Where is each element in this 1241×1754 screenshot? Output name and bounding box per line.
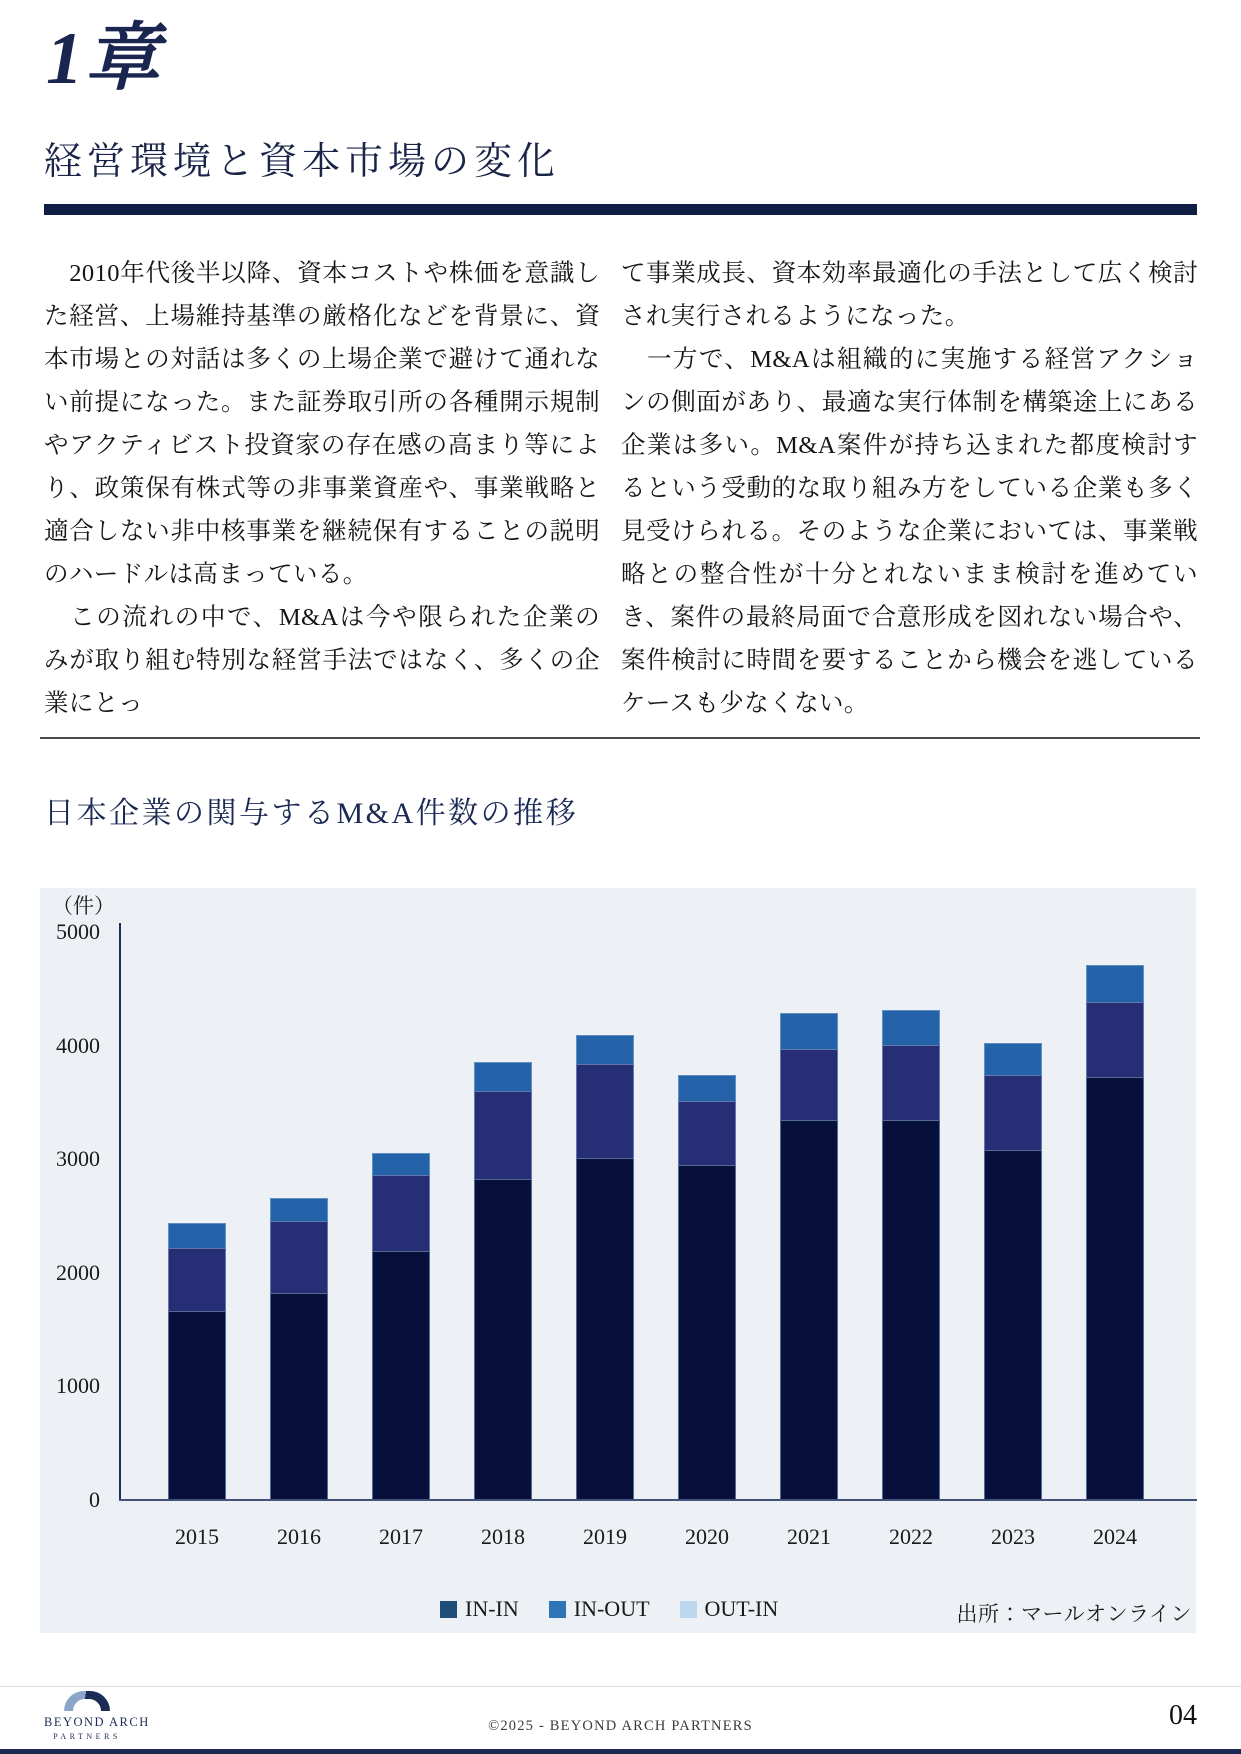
legend-label: IN-IN [465,1596,519,1621]
section-divider [40,737,1200,739]
x-tick-label: 2021 [787,1524,831,1549]
paragraph: 2010年代後半以降、資本コストや株価を意識した経営、上場維持基準の厳格化などを背景に、資本市場との対話は多くの上場企業で避けて通れない前提になった。また証券取引所の各種開示規制やアクティビスト投資家の存在感の高まり等により、政策保有株式等の非事業資産や、事業戦略と適合しない非中核事業を継続保有することの説明のハードルは高まっている。 [44,260,600,588]
chapter-label: 1章 [46,18,161,100]
bar-segment-out-in [474,1062,532,1091]
y-tick-label: 3000 [56,1146,100,1172]
bar-segment-in-out [270,1221,328,1293]
bar-segment-out-in [678,1075,736,1101]
bar-segment-in-in [1086,1077,1144,1499]
legend-label: IN-OUT [573,1596,650,1621]
bar-2015 [168,1223,226,1499]
x-axis-line [119,1499,1197,1501]
bar-2017 [372,1153,430,1499]
bar-segment-out-in [984,1043,1042,1075]
stacked-bar-chart [40,888,1196,1633]
logo-text-line1: BEYOND ARCH [44,1715,150,1729]
chart-legend [440,1596,778,1622]
chart-section-title: 日本企業の関与するM&A件数の推移 [44,797,579,830]
x-tick-label: 2020 [685,1524,729,1549]
bar-segment-out-in [168,1223,226,1247]
paragraph: この流れの中で、M&Aは今や限られた企業のみが取り組む特別な経営手法ではなく、多くの企業にとっ [44,604,600,717]
chart-source-label: 出所：マールオンライン [956,1602,1192,1626]
y-tick-label: 4000 [56,1032,100,1058]
paragraph: て事業成長、資本効率最適化の手法として広く検討され実行されるようになった。 [621,260,1198,330]
legend-swatch-icon [549,1601,566,1618]
body-column-right [621,252,1198,725]
bar-segment-in-in [678,1165,736,1499]
x-tick-label: 2023 [991,1524,1035,1549]
bar-segment-in-in [474,1179,532,1499]
bar-segment-in-in [168,1311,226,1499]
bar-segment-in-out [168,1248,226,1312]
bar-segment-in-out [474,1091,532,1179]
bar-segment-in-out [882,1045,940,1120]
bar-segment-in-out [678,1101,736,1164]
legend-item-out-in [680,1596,779,1622]
x-tick-label: 2018 [481,1524,525,1549]
bar-segment-out-in [576,1035,634,1065]
x-tick-label: 2015 [175,1524,219,1549]
bar-segment-in-out [1086,1002,1144,1076]
page-title: 経営環境と資本市場の変化 [44,141,561,183]
x-tick-label: 2017 [379,1524,423,1549]
bar-segment-in-out [780,1049,838,1120]
bar-segment-in-out [372,1175,430,1251]
bar-2022 [882,1010,940,1499]
legend-item-in-out [549,1596,650,1622]
bar-segment-out-in [882,1010,940,1045]
y-tick-label: 2000 [56,1259,100,1285]
y-axis-line [119,923,121,1500]
y-tick-label: 0 [89,1487,100,1512]
logo-text-line2: PARTNERS [53,1732,121,1741]
bar-2023 [984,1043,1042,1499]
title-underline-bar [44,204,1197,215]
bar-segment-out-in [270,1198,328,1221]
bar-segment-in-in [984,1150,1042,1499]
x-tick-label: 2022 [889,1524,933,1549]
bottom-accent-bar [0,1749,1241,1754]
copyright-text: ©2025 - BEYOND ARCH PARTNERS [488,1718,753,1734]
body-column-left [44,252,600,725]
y-axis-unit-label: （件） [52,894,115,918]
arch-logo-icon [64,1691,110,1711]
y-tick-label: 1000 [56,1373,100,1399]
bar-2021 [780,1013,838,1499]
y-tick-label: 5000 [56,919,100,944]
x-tick-label: 2019 [583,1524,627,1549]
bar-segment-in-in [372,1251,430,1499]
paragraph: 一方で、M&Aは組織的に実施する経営アクションの側面があり、最適な実行体制を構築途上にある企業は多い。M&A案件が持ち込まれた都度検討するという受動的な取り組み方をしている企業も多く見受けられる。そのような企業においては、事業戦略との整合性が十分とれないまま検討を進めていき、案件の最終局面で合意形成を図れない場合や、案件検討に時間を要することから機会を逃しているケースも少なくない。 [621,346,1198,717]
legend-item-in-in [440,1596,519,1622]
bar-2016 [270,1198,328,1499]
bar-segment-out-in [1086,965,1144,1002]
x-tick-label: 2024 [1093,1524,1137,1549]
bar-segment-in-in [576,1158,634,1499]
bar-segment-in-out [984,1075,1042,1150]
bar-2020 [678,1075,736,1499]
bar-2018 [474,1062,532,1499]
bar-segment-out-in [372,1153,430,1176]
legend-label: OUT-IN [704,1596,779,1621]
legend-swatch-icon [440,1601,457,1618]
bar-segment-in-in [780,1120,838,1499]
footer-divider [0,1686,1241,1687]
bar-2024 [1086,965,1144,1499]
page-number: 04 [1169,1700,1197,1731]
bar-segment-in-out [576,1064,634,1158]
bar-segment-in-in [270,1293,328,1499]
bar-segment-out-in [780,1013,838,1049]
bar-2019 [576,1035,634,1499]
bar-segment-in-in [882,1120,940,1499]
legend-swatch-icon [680,1601,697,1618]
x-tick-label: 2016 [277,1524,321,1549]
